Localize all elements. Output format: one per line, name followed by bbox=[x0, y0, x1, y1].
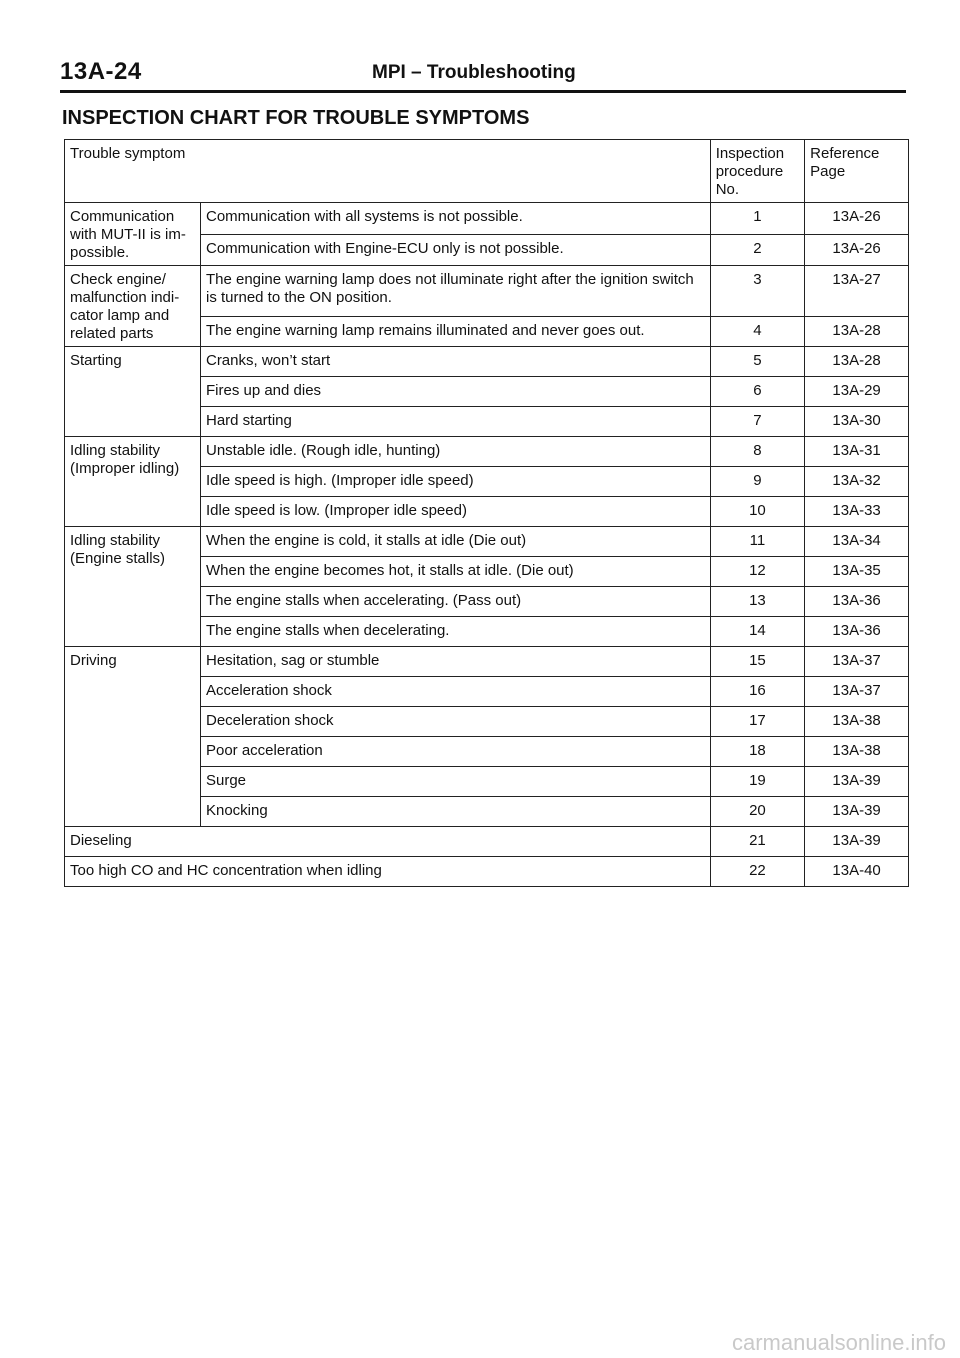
symptom-cell: Hesitation, sag or stumble bbox=[200, 647, 710, 677]
table-row bbox=[65, 527, 909, 557]
reference-page-cell: 13A-35 bbox=[805, 557, 909, 587]
procedure-number-cell: 13 bbox=[710, 587, 804, 617]
symptom-cell: When the engine becomes hot, it stalls at idle. (Die out) bbox=[200, 557, 710, 587]
table-row bbox=[65, 647, 909, 677]
reference-page-cell: 13A-31 bbox=[805, 437, 909, 467]
symptom-cell: The engine stalls when decelerating. bbox=[200, 617, 710, 647]
table-row bbox=[65, 827, 909, 857]
category-cell: Check engine/ malfunction indi- cator lamp and related parts bbox=[65, 266, 201, 347]
procedure-number-cell: 10 bbox=[710, 497, 804, 527]
procedure-number-cell: 11 bbox=[710, 527, 804, 557]
reference-page-cell: 13A-27 bbox=[805, 266, 909, 317]
reference-page-cell: 13A-40 bbox=[805, 857, 909, 887]
symptom-cell: Poor acceleration bbox=[200, 737, 710, 767]
table-row bbox=[65, 857, 909, 887]
category-cell: Idling stability (Engine stalls) bbox=[65, 527, 201, 647]
page-number: 13A-24 bbox=[60, 58, 142, 85]
symptom-cell: Dieseling bbox=[65, 827, 711, 857]
procedure-number-cell: 7 bbox=[710, 407, 804, 437]
header-title: MPI – Troubleshooting bbox=[372, 62, 576, 83]
column-header-trouble-symptom: Trouble symptom bbox=[65, 140, 711, 203]
procedure-number-cell: 8 bbox=[710, 437, 804, 467]
symptom-cell: Deceleration shock bbox=[200, 707, 710, 737]
procedure-number-cell: 5 bbox=[710, 347, 804, 377]
reference-page-cell: 13A-37 bbox=[805, 677, 909, 707]
symptom-cell: When the engine is cold, it stalls at idle (Die out) bbox=[200, 527, 710, 557]
symptom-cell: Hard starting bbox=[200, 407, 710, 437]
reference-page-cell: 13A-34 bbox=[805, 527, 909, 557]
procedure-number-cell: 18 bbox=[710, 737, 804, 767]
procedure-number-cell: 19 bbox=[710, 767, 804, 797]
table-header-row bbox=[65, 140, 909, 203]
procedure-number-cell: 4 bbox=[710, 317, 804, 347]
procedure-number-cell: 21 bbox=[710, 827, 804, 857]
table-row bbox=[65, 266, 909, 317]
symptom-cell: Fires up and dies bbox=[200, 377, 710, 407]
symptom-cell: The engine warning lamp does not illuminate right after the ignition switch is turned to the ON position. bbox=[200, 266, 710, 317]
symptom-cell: The engine stalls when accelerating. (Pass out) bbox=[200, 587, 710, 617]
column-header-inspection-procedure: Inspection procedure No. bbox=[710, 140, 804, 203]
procedure-number-cell: 22 bbox=[710, 857, 804, 887]
symptom-cell: Unstable idle. (Rough idle, hunting) bbox=[200, 437, 710, 467]
table-row bbox=[65, 347, 909, 377]
symptom-cell: Cranks, won’t start bbox=[200, 347, 710, 377]
column-header-reference-page: Reference Page bbox=[805, 140, 909, 203]
procedure-number-cell: 15 bbox=[710, 647, 804, 677]
reference-page-cell: 13A-28 bbox=[805, 317, 909, 347]
reference-page-cell: 13A-36 bbox=[805, 617, 909, 647]
symptom-cell: Idle speed is low. (Improper idle speed) bbox=[200, 497, 710, 527]
reference-page-cell: 13A-36 bbox=[805, 587, 909, 617]
section-title: INSPECTION CHART FOR TROUBLE SYMPTOMS bbox=[62, 107, 530, 129]
reference-page-cell: 13A-39 bbox=[805, 827, 909, 857]
reference-page-cell: 13A-30 bbox=[805, 407, 909, 437]
reference-page-cell: 13A-26 bbox=[805, 234, 909, 266]
procedure-number-cell: 1 bbox=[710, 203, 804, 235]
reference-page-cell: 13A-39 bbox=[805, 767, 909, 797]
reference-page-cell: 13A-26 bbox=[805, 203, 909, 235]
reference-page-cell: 13A-32 bbox=[805, 467, 909, 497]
table-row bbox=[65, 437, 909, 467]
category-cell: Communication with MUT-II is im- possible. bbox=[65, 203, 201, 266]
category-cell: Driving bbox=[65, 647, 201, 827]
procedure-number-cell: 12 bbox=[710, 557, 804, 587]
symptom-cell: Knocking bbox=[200, 797, 710, 827]
reference-page-cell: 13A-39 bbox=[805, 797, 909, 827]
procedure-number-cell: 2 bbox=[710, 234, 804, 266]
procedure-number-cell: 20 bbox=[710, 797, 804, 827]
footer-watermark: carmanualsonline.info bbox=[731, 1330, 946, 1355]
table-body bbox=[65, 203, 909, 887]
symptom-cell: Communication with all systems is not possible. bbox=[200, 203, 710, 235]
reference-page-cell: 13A-38 bbox=[805, 737, 909, 767]
category-cell: Idling stability (Improper idling) bbox=[65, 437, 201, 527]
procedure-number-cell: 6 bbox=[710, 377, 804, 407]
reference-page-cell: 13A-38 bbox=[805, 707, 909, 737]
reference-page-cell: 13A-28 bbox=[805, 347, 909, 377]
symptom-cell: The engine warning lamp remains illuminated and never goes out. bbox=[200, 317, 710, 347]
inspection-chart-table bbox=[64, 139, 909, 887]
symptom-cell: Idle speed is high. (Improper idle speed) bbox=[200, 467, 710, 497]
reference-page-cell: 13A-29 bbox=[805, 377, 909, 407]
procedure-number-cell: 16 bbox=[710, 677, 804, 707]
header-rule bbox=[60, 90, 906, 93]
procedure-number-cell: 9 bbox=[710, 467, 804, 497]
table-row bbox=[65, 203, 909, 235]
symptom-cell: Too high CO and HC concentration when idling bbox=[65, 857, 711, 887]
symptom-cell: Surge bbox=[200, 767, 710, 797]
category-cell: Starting bbox=[65, 347, 201, 437]
symptom-cell: Acceleration shock bbox=[200, 677, 710, 707]
symptom-cell: Communication with Engine-ECU only is not possible. bbox=[200, 234, 710, 266]
procedure-number-cell: 14 bbox=[710, 617, 804, 647]
procedure-number-cell: 3 bbox=[710, 266, 804, 317]
reference-page-cell: 13A-37 bbox=[805, 647, 909, 677]
procedure-number-cell: 17 bbox=[710, 707, 804, 737]
reference-page-cell: 13A-33 bbox=[805, 497, 909, 527]
